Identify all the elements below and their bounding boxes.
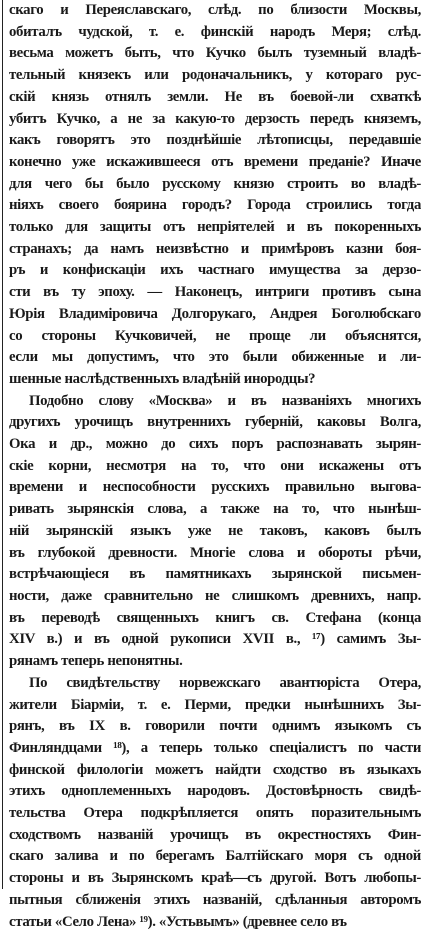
text-line: скаго залива и по берегамъ Балтійскаго моря съ одной [9,848,421,865]
text-line: статьи «Село Лена» ¹⁹). «Устьвымъ» (древнее село въ [9,913,347,930]
page-edge-rule [2,0,3,889]
text-line: тельства Отера подкрѣпляется опять поразительнымъ [9,805,421,822]
text-line: стороны и въ Зырянскомъ краѣ—съ другой. Вотъ любопы- [9,870,421,887]
text-body [9,0,421,933]
text-line: со стороны Кучковичей, не проще ли объяснятся, [9,327,421,344]
text-line: ръ и конфискаціи ихъ частнаго имущества за дерзо- [9,262,421,279]
text-line: ніяхъ своего боярина городъ? Города строились тогда [9,197,421,214]
text-line: пытныя сближенія этихъ названій, сдѣланныя авторомъ [9,891,421,908]
text-line: только для защиты отъ непріятелей и въ покоренныхъ [9,219,421,236]
paragraph [9,0,421,391]
paragraph [9,673,421,933]
text-line: встрѣчающіеся въ памятникахъ зырянской письмен- [9,566,421,583]
text-line: для чего бы было русскому князю строить во владѣ- [9,175,421,192]
text-line: убитъ Кучко, а не за какую-то дерзость передъ княземъ, [9,110,421,127]
text-line: финской филологіи можетъ найдти сходство въ языкахъ [9,761,421,778]
text-line: рянъ, въ IX в. говорили почти однимъ языкомъ съ [9,718,421,735]
text-line: рянамъ теперь непонятны. [9,653,183,670]
text-line: жители Біарміи, т. е. Перми, предки нынѣшнихъ Зы- [9,696,421,713]
text-line: XIV в.) и въ одной рукописи XVII в., ¹⁷) самимъ Зы- [9,631,421,648]
text-line: скій князь отнялъ земли. Не въ боевой-ли схваткѣ [9,88,421,105]
text-line: въ глубокой древности. Многіе слова и обороты рѣчи, [9,544,421,561]
text-line: Подобно слову «Москва» и въ названіяхъ многихъ [29,392,421,409]
text-line: Ока и др., можно до сихъ поръ распознавать зырян- [9,436,421,453]
text-line: обиталъ чудской, т. е. финскій народъ Меря; слѣд. [9,23,421,40]
text-line: какъ говорятъ это позднѣйшіе лѣтописцы, передавшіе [9,132,421,149]
text-line: сти въ ту эпоху. — Наконецъ, интриги противъ сына [9,284,421,301]
text-line: тельный князекъ или родоначальникъ, у котораго рус- [9,67,421,84]
text-line: скаго и Переяславскаго, слѣд. по близости Москвы, [9,2,421,18]
text-line: этихъ одноплеменныхъ народовъ. Достовѣрность свидѣ- [9,783,421,800]
text-line: весьма можетъ быть, что Кучко былъ туземный владѣ- [9,45,421,62]
text-line: По свидѣтельству норвежскаго авантюріста Отера, [29,674,421,691]
text-line: Юрія Владиміровича Долгорукаго, Андрея Боголюбскаго [9,305,421,322]
text-line: въ переводѣ священныхъ книгъ св. Стефана (конца [9,609,421,626]
text-line: скіе корни, несмотря на то, что они искажены отъ [9,457,421,474]
text-line: конечно уже искажившееся отъ времени преданіе? Иначе [9,153,421,170]
text-line: странахъ; да намъ неизвѣстно и примѣровъ казни боя- [9,240,421,257]
text-line: ривать зырянскія слова, а также на то, что нынѣш- [9,501,421,518]
text-line: ній зырянскій языкъ уже не таковъ, каковъ былъ [9,522,421,539]
text-line: ности, даже сравнительно не слишкомъ древнихъ, напр. [9,587,421,604]
paragraph [9,391,421,673]
text-line: шенные наслѣдственныхъ владѣній инородцы? [9,370,316,387]
text-line: времени и неспособности русскихъ правильно выгова- [9,479,421,496]
text-line: Финляндцами ¹⁸), а теперь только спеціалистъ по части [9,739,421,756]
text-line: если мы допустимъ, что это были обиженные и ли- [9,349,421,366]
text-line: другихъ урочищъ внутреннихъ губерній, каковы Волга, [9,414,421,431]
text-line: сходствомъ названій урочищъ въ окрестностяхъ Фин- [9,826,421,843]
